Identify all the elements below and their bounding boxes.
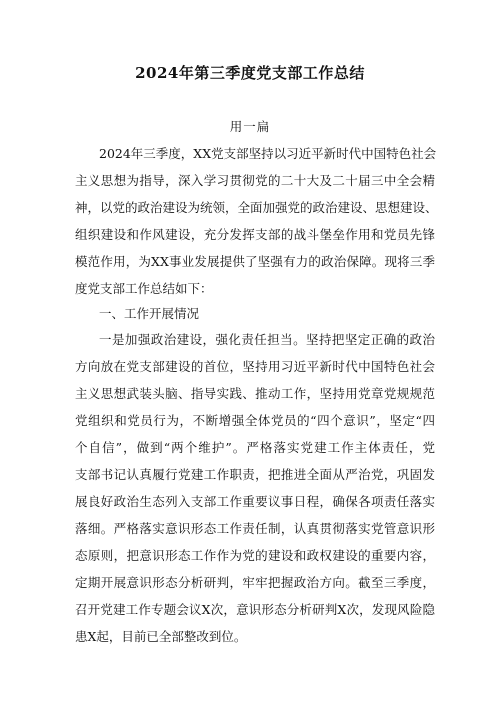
body-line: 态原则，把意识形态工作作为党的建设和政权建设的重要内容， [75, 548, 435, 563]
body-line: 一是加强政治建设，强化责任担当。坚持把坚定正确的政治 [99, 332, 435, 347]
intro-line: 主义思想为指导，深入学习贯彻党的二十大及二十届三中全会精 [75, 173, 435, 188]
section-heading: 一、工作开展情况 [99, 306, 200, 321]
body-line: 展良好政治生态列入支部工作重要议事日程，确保各项责任落实 [75, 494, 435, 509]
document-title: 2024年第三季度党支部工作总结 [135, 64, 365, 82]
body-line: 个自信”，做到“两个维护”。严格落实党建工作主体责任，党 [75, 440, 435, 455]
intro-line: 神，以党的政治建设为统领，全面加强党的政治建设、思想建设、 [75, 200, 438, 215]
body-line: 支部书记认真履行党建工作职责，把推进全面从严治党，巩固发 [75, 467, 435, 482]
intro-line: 度党支部工作总结如下： [75, 281, 213, 296]
body-line: 定期开展意识形态分析研判，牢牢把握政治方向。截至三季度， [75, 575, 435, 590]
intro-line: 组织建设和作风建设，充分发挥支部的战斗堡垒作用和党员先锋 [75, 227, 435, 242]
body-line: 主义思想武装头脑、指导实践、推动工作，坚持用党章党规规范 [75, 386, 435, 401]
intro-line: 模范作用，为XX事业发展提供了坚强有力的政治保障。现将三季 [75, 254, 435, 269]
body-line: 患X起，目前已全部整改到位。 [75, 629, 247, 644]
body-line: 方向放在党支部建设的首位，坚持用习近平新时代中国特色社会 [75, 359, 435, 374]
document-subtitle: 用一扁 [229, 119, 271, 134]
body-line: 落细。严格落实意识形态工作责任制，认真贯彻落实党管意识形 [75, 521, 435, 536]
intro-line: 2024年三季度，XX党支部坚持以习近平新时代中国特色社会 [99, 146, 437, 161]
body-line: 党组织和党员行为，不断增强全体党员的“四个意识”，坚定“四 [75, 413, 435, 428]
body-line: 召开党建工作专题会议X次，意识形态分析研判X次，发现风险隐 [75, 602, 435, 617]
